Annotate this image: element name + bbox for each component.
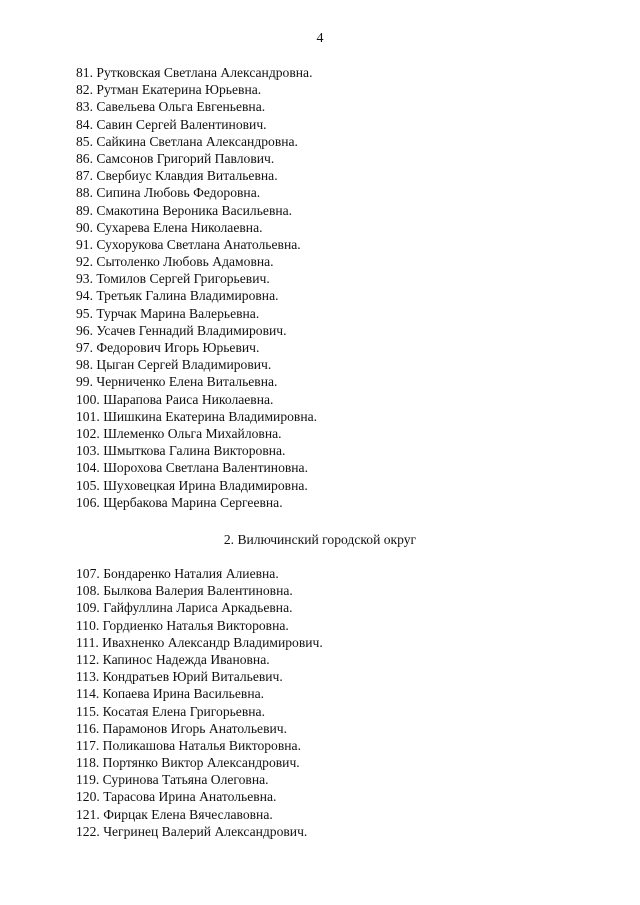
list-item: 110. Гордиенко Наталья Викторовна.	[76, 617, 289, 633]
list-item: 93. Томилов Сергей Григорьевич.	[76, 271, 270, 287]
list-item: 114. Копаева Ирина Васильевна.	[76, 686, 265, 702]
list-item: 105. Шуховецкая Ирина Владимировна.	[76, 477, 308, 493]
list-item: 113. Кондратьев Юрий Витальевич.	[76, 669, 283, 685]
list-item: 86. Самсонов Григорий Павлович.	[76, 150, 275, 166]
list-item: 106. Щербакова Марина Сергеевна.	[76, 494, 283, 510]
list-item: 109. Гайфуллина Лариса Аркадьевна.	[76, 600, 293, 616]
list-item: 104. Шорохова Светлана Валентиновна.	[76, 460, 308, 476]
list-item: 100. Шарапова Раиса Николаевна.	[76, 391, 274, 407]
list-item: 115. Косатая Елена Григорьевна.	[76, 703, 265, 719]
name-list-section-1	[76, 64, 317, 511]
list-item: 122. Чегринец Валерий Александрович.	[76, 823, 308, 839]
list-item: 82. Рутман Екатерина Юрьевна.	[76, 82, 262, 98]
list-item: 116. Парамонов Игорь Анатольевич.	[76, 720, 287, 736]
name-list-section-2	[76, 565, 323, 840]
list-item: 84. Савин Сергей Валентинович.	[76, 116, 267, 132]
list-item: 94. Третьяк Галина Владимировна.	[76, 288, 279, 304]
list-item: 88. Сипина Любовь Федоровна.	[76, 185, 261, 201]
list-item: 92. Сытоленко Любовь Адамовна.	[76, 254, 274, 270]
section-heading: 2. Вилючинский городской округ	[223, 532, 417, 547]
list-item: 111. Ивахненко Александр Владимирович.	[76, 634, 323, 650]
list-item: 121. Фирцак Елена Вячеславовна.	[76, 806, 273, 822]
list-item: 119. Суринова Татьяна Олеговна.	[76, 772, 269, 788]
list-item: 95. Турчак Марина Валерьевна.	[76, 305, 260, 321]
page-number: 4	[316, 31, 324, 46]
list-item: 96. Усачев Геннадий Владимирович.	[76, 322, 287, 338]
list-item: 102. Шлеменко Ольга Михайловна.	[76, 425, 282, 441]
list-item: 89. Смакотина Вероника Васильевна.	[76, 202, 293, 218]
list-item: 85. Сайкина Светлана Александровна.	[76, 133, 298, 149]
list-item: 81. Рутковская Светлана Александровна.	[76, 65, 313, 80]
list-item: 101. Шишкина Екатерина Владимировна.	[76, 408, 318, 424]
list-item: 87. Свербиус Клавдия Витальевна.	[76, 168, 278, 184]
list-item: 107. Бондаренко Наталия Алиевна.	[76, 566, 279, 581]
list-item: 108. Былкова Валерия Валентиновна.	[76, 583, 293, 599]
list-item: 98. Цыган Сергей Владимирович.	[76, 357, 272, 373]
list-item: 112. Капинос Надежда Ивановна.	[76, 651, 270, 667]
list-item: 117. Поликашова Наталья Викторовна.	[76, 737, 301, 753]
list-item: 97. Федорович Игорь Юрьевич.	[76, 340, 260, 355]
list-item: 90. Сухарева Елена Николаевна.	[76, 219, 263, 235]
list-item: 99. Черниченко Елена Витальевна.	[76, 374, 278, 390]
list-item: 120. Тарасова Ирина Анатольевна.	[76, 789, 277, 805]
list-item: 118. Портянко Виктор Александрович.	[76, 755, 300, 771]
list-item: 103. Шмыткова Галина Викторовна.	[76, 443, 286, 459]
list-item: 91. Сухорукова Светлана Анатольевна.	[76, 236, 301, 252]
list-item: 83. Савельева Ольга Евгеньевна.	[76, 99, 266, 115]
